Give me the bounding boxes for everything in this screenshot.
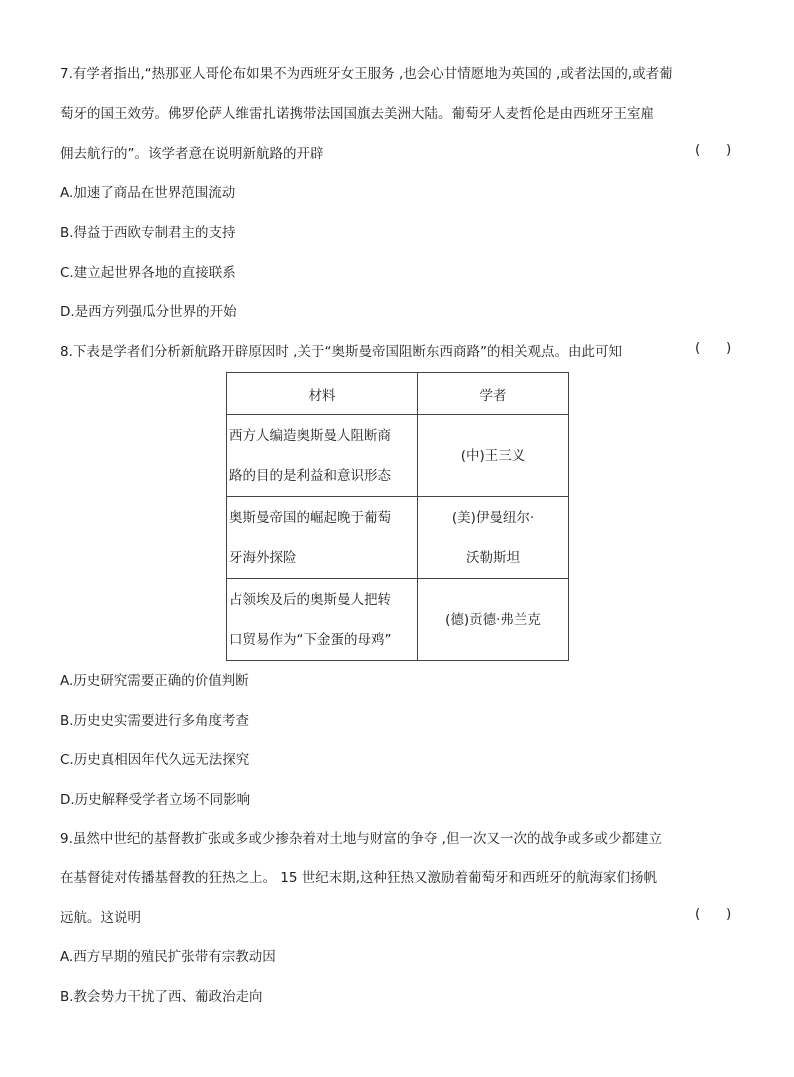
cell-text-line: 口贸易作为“下金蛋的母鸡”	[229, 631, 392, 648]
q9-option-b: B.教会势力干扰了西、葡政治走向	[60, 989, 263, 1005]
q8-option-a: A.历史研究需要正确的价值判断	[60, 673, 249, 689]
q8-source-table	[226, 372, 569, 661]
table-cell-material	[227, 415, 418, 497]
cell-text-line: (德)贡德·弗兰克	[445, 611, 541, 628]
q7-option-a: A.加速了商品在世界范围流动	[60, 185, 236, 201]
cell-text-line: (美)伊曼纽尔·	[451, 509, 535, 526]
cell-text-line: 占领埃及后的奥斯曼人把转	[229, 591, 391, 608]
q8-option-c: C.历史真相因年代久远无法探究	[60, 752, 250, 768]
table-row	[227, 415, 569, 497]
q9-option-a: A.西方早期的殖民扩张带有宗教动因	[60, 949, 276, 965]
q7-option-b: B.得益于西欧专制君主的支持	[60, 225, 236, 241]
q8-stem-line-1: 8.下表是学者们分析新航路开辟原因时 ,关于“奥斯曼帝国阻断东西商路”的相关观点。由此可知	[60, 344, 622, 360]
q8-answer-blank: ( )	[695, 340, 732, 356]
table-header-scholar: 学者	[418, 373, 569, 415]
q9-answer-blank: ( )	[695, 906, 732, 922]
table-cell-scholar	[418, 497, 569, 579]
cell-text-line: 牙海外探险	[229, 549, 297, 566]
q7-stem-line-2: 萄牙的国王效劳。佛罗伦萨人维雷扎诺携带法国国旗去美洲大陆。葡萄牙人麦哲伦是由西班牙王室雇	[60, 106, 654, 122]
table-cell-scholar	[418, 415, 569, 497]
cell-text-line: 路的目的是利益和意识形态	[229, 467, 391, 484]
table-cell-scholar	[418, 579, 569, 661]
table-cell-material	[227, 497, 418, 579]
table-row	[227, 579, 569, 661]
q9-stem-line-3: 远航。这说明	[60, 910, 141, 926]
cell-text-line: 西方人编造奥斯曼人阻断商	[229, 427, 391, 444]
q8-option-b: B.历史史实需要进行多角度考查	[60, 713, 250, 729]
table-header-material: 材料	[227, 373, 418, 415]
q7-stem-line-1: 7.有学者指出,“热那亚人哥伦布如果不为西班牙女王服务 ,也会心甘情愿地为英国的 ,或者法国的,或者葡	[60, 66, 673, 82]
cell-text-line: 沃勒斯坦	[466, 549, 520, 566]
q7-stem-line-3: 佣去航行的”。该学者意在说明新航路的开辟	[60, 146, 324, 162]
q9-stem-line-2: 在基督徒对传播基督教的狂热之上。 15 世纪末期,这种狂热又激励着葡萄牙和西班牙的航海家们扬帆	[60, 870, 658, 886]
q9-stem-line-1: 9.虽然中世纪的基督教扩张或多或少掺杂着对土地与财富的争夺 ,但一次又一次的战争或多或少都建立	[60, 831, 662, 847]
q7-answer-blank: ( )	[695, 142, 732, 158]
table-cell-material	[227, 579, 418, 661]
table-header-row	[227, 373, 569, 415]
q7-option-d: D.是西方列强瓜分世界的开始	[60, 304, 237, 320]
cell-text-line: (中)王三义	[460, 447, 526, 464]
table-row	[227, 497, 569, 579]
q7-option-c: C.建立起世界各地的直接联系	[60, 265, 236, 281]
q8-option-d: D.历史解释受学者立场不同影响	[60, 792, 251, 808]
cell-text-line: 奥斯曼帝国的崛起晚于葡萄	[229, 509, 391, 526]
